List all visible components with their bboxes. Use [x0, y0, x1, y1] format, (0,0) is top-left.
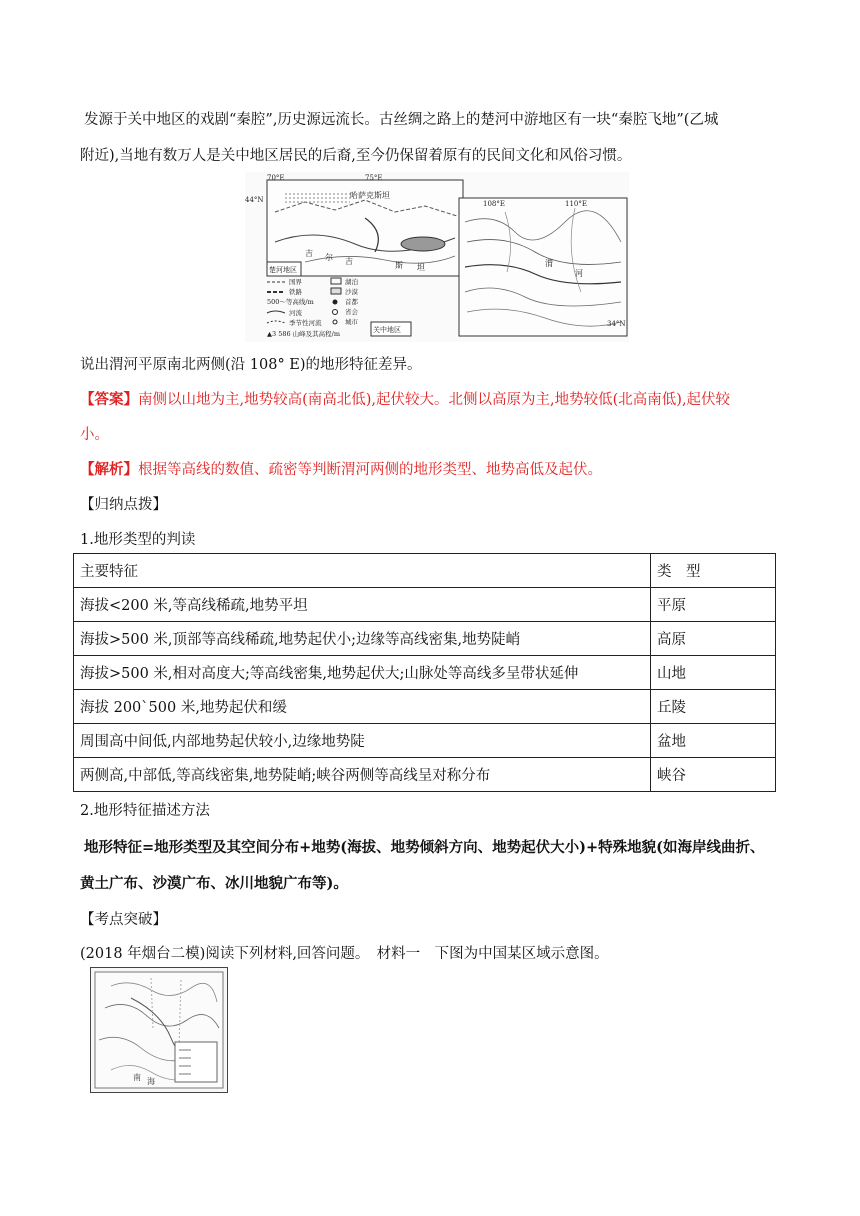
legend-provincial: 省会	[345, 308, 358, 316]
table-row	[74, 758, 776, 792]
table-header-feature: 主要特征	[74, 554, 651, 588]
table-row	[74, 656, 776, 690]
map-label-110e: 110°E	[565, 200, 587, 208]
map-label-kyr5: 坦	[417, 263, 425, 272]
map-figure-2-svg	[91, 968, 227, 1092]
table-cell-type: 峡谷	[651, 758, 776, 792]
question-text: 说出渭河平原南北两侧(沿 108° E)的地形特征差异。	[80, 357, 422, 373]
table-cell-feature: 海拔>500 米,相对高度大;等高线密集,地势起伏大;山脉处等高线多呈带状延伸	[74, 656, 651, 690]
legend-river: 河流	[289, 309, 302, 317]
terrain-type-table	[73, 553, 776, 792]
table-cell-feature: 周围高中间低,内部地势起伏较小,边缘地势陡	[74, 724, 651, 758]
table-row	[74, 588, 776, 622]
map2-label-sea: 海	[147, 1077, 155, 1086]
table-cell-type: 平原	[651, 588, 776, 622]
table-cell-feature: 海拔 200`500 米,地势起伏和缓	[74, 690, 651, 724]
table-cell-feature: 海拔>500 米,顶部等高线稀疏,地势起伏小;边缘等高线密集,地势陡峭	[74, 622, 651, 656]
table-cell-feature: 海拔<200 米,等高线稀疏,地势平坦	[74, 588, 651, 622]
legend-railway: 铁路	[289, 288, 302, 296]
map-figure-1	[245, 172, 629, 342]
breakthrough-heading: 【考点突破】	[80, 912, 167, 928]
table-cell-type: 山地	[651, 656, 776, 690]
map-label-75e: 75°E	[365, 174, 383, 182]
map-label-kyr3: 吉	[345, 257, 353, 266]
legend-peak: ▲3 586 山峰及其高程/m	[267, 330, 341, 338]
method-line-1: 地形特征=地形类型及其空间分布+地势(海拔、地势倾斜方向、地势起伏大小)+特殊地貌(如海岸线曲折、	[84, 839, 765, 856]
map2-label-south: 南	[133, 1073, 141, 1082]
table-cell-type: 盆地	[651, 724, 776, 758]
map-label-kyr4: 斯	[395, 261, 403, 270]
legend-contour: 500～等高线/m	[267, 298, 314, 306]
map-label-hasake: 哈萨克斯坦	[350, 191, 390, 200]
table-cell-feature: 两侧高,中部低,等高线密集,地势陡峭;峡谷两侧等高线呈对称分布	[74, 758, 651, 792]
legend-capital: 首都	[345, 298, 358, 306]
table-header-type: 类 型	[651, 554, 776, 588]
legend-seasonal: 季节性河流	[289, 319, 322, 327]
intro-line-2: 附近),当地有数万人是关中地区居民的后裔,至今仍保留着原有的民间文化和风俗习惯。	[80, 148, 632, 164]
map-label-44n: 44°N	[245, 196, 264, 204]
legend-city: 城市	[345, 318, 358, 326]
map-label-wei: 渭	[545, 259, 553, 268]
map-label-108e: 108°E	[483, 200, 505, 208]
analysis-line	[80, 460, 602, 480]
analysis-text: 根据等高线的数值、疏密等判断渭河两侧的地形类型、地势高低及起伏。	[138, 462, 602, 478]
map-label-70e: 70°E	[267, 174, 285, 182]
answer-tag: 【答案】	[80, 391, 138, 408]
table-cell-type: 高原	[651, 622, 776, 656]
table-header-row	[74, 554, 776, 588]
exam-intro: (2018 年烟台二模)阅读下列材料,回答问题。 材料一 下图为中国某区域示意图。	[80, 946, 609, 962]
map-label-chuhe: 楚河地区	[269, 266, 297, 274]
table-row	[74, 622, 776, 656]
legend-desert: 沙漠	[345, 288, 358, 296]
method-line-2: 黄土广布、沙漠广布、冰川地貌广布等)。	[80, 875, 348, 892]
legend-lake: 湖泊	[345, 278, 358, 286]
answer-line-1	[80, 390, 730, 410]
map-label-guanzhong: 关中地区	[373, 326, 401, 334]
summary-heading: 【归纳点拨】	[80, 497, 167, 513]
intro-line-1: 发源于关中地区的戏剧“秦腔”,历史源远流长。古丝绸之路上的楚河中游地区有一块“秦腔飞地”(乙城	[84, 112, 719, 128]
map-label-kyr1: 吉	[305, 249, 313, 258]
answer-text-1: 南侧以山地为主,地势较高(南高北低),起伏较大。北侧以高原为主,地势较低(北高南低),起伏较	[138, 392, 731, 408]
section1-title: 1.地形类型的判读	[80, 532, 196, 548]
map-label-he: 河	[575, 269, 583, 278]
map-figure-1-svg	[245, 172, 629, 342]
section2-title: 2.地形特征描述方法	[80, 803, 210, 819]
table-row	[74, 724, 776, 758]
table-cell-type: 丘陵	[651, 690, 776, 724]
map-label-34n: 34°N	[607, 320, 626, 328]
analysis-tag: 【解析】	[80, 461, 138, 478]
table-row	[74, 690, 776, 724]
map-figure-2	[90, 967, 228, 1093]
legend-border: 国界	[289, 278, 302, 286]
answer-line-2: 小。	[80, 427, 109, 443]
map-label-kyr2: 尔	[325, 253, 333, 262]
